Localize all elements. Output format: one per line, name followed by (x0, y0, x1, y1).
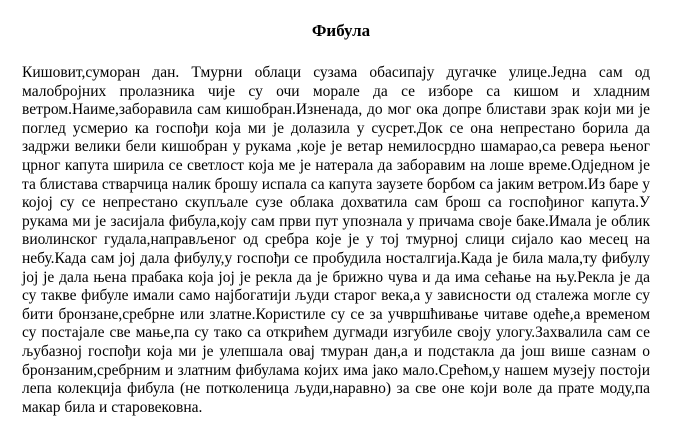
document-title: Фибула (311, 21, 371, 40)
document-body-paragraph: Кишовит,суморан дан. Тмурни облаци сузама обасипају дугачке улице.Једна сам од малобројних пролазника чије су очи морале да се изборе са кишом и хладним ветром.Наиме,заборавила сам кишобран.Изненада, до мог ока допре блистави зрак који ми је поглед усмерио ка госпођи која ми је долазила у сусрет.Док се она непрестано борила да задржи велики бели кишобран у рукама ,које је ветар немилосрдно шамарао,са ревера њеног црног капута ширила се светлост која ме је натерала да заборавим на лоше време.Одједном је та блистава стварчица налик брошу испала са капута заузете борбом са јаким ветром.Из баре у којој су се непрестано скупљале сузе облака дохватила сам брош са госпођиног капута.У рукама ми је засијала фибула,коју сам први пут упознала у причама своје баке.Имала је облик виолинског гудала,направљеног од сребра које је у тој тмурној слици сијало као месец на небу.Када сам јој дала фибулу,у госпођи се пробудила носталгија.Када је била мала,ту фибулу јој је дала њена прабака која јој је рекла да је брижно чува и да има сећање на њу.Рекла је да су такве фибуле имали само најбогатији људи старог века,а у зависности од сталежа могле су бити бронзане,сребрне или златне.Користиле су се за учвршћивање читаве одеће,а временом су постајале све мање,па су тако са открићем дугмади изгубиле своју улогу.Захвалила сам се љубазној госпођи која ми је улепшала овај тмуран дан,а и подстакла да још више сазнам о бронзаним,сребрним и златним фибулама којих има јако мало.Срећом,у нашем музеју постоји лепа колекција фибула (не потколеница људи,наравно) за све оне који воле да прате моду,па макар била и старовековна. (22, 64, 650, 416)
